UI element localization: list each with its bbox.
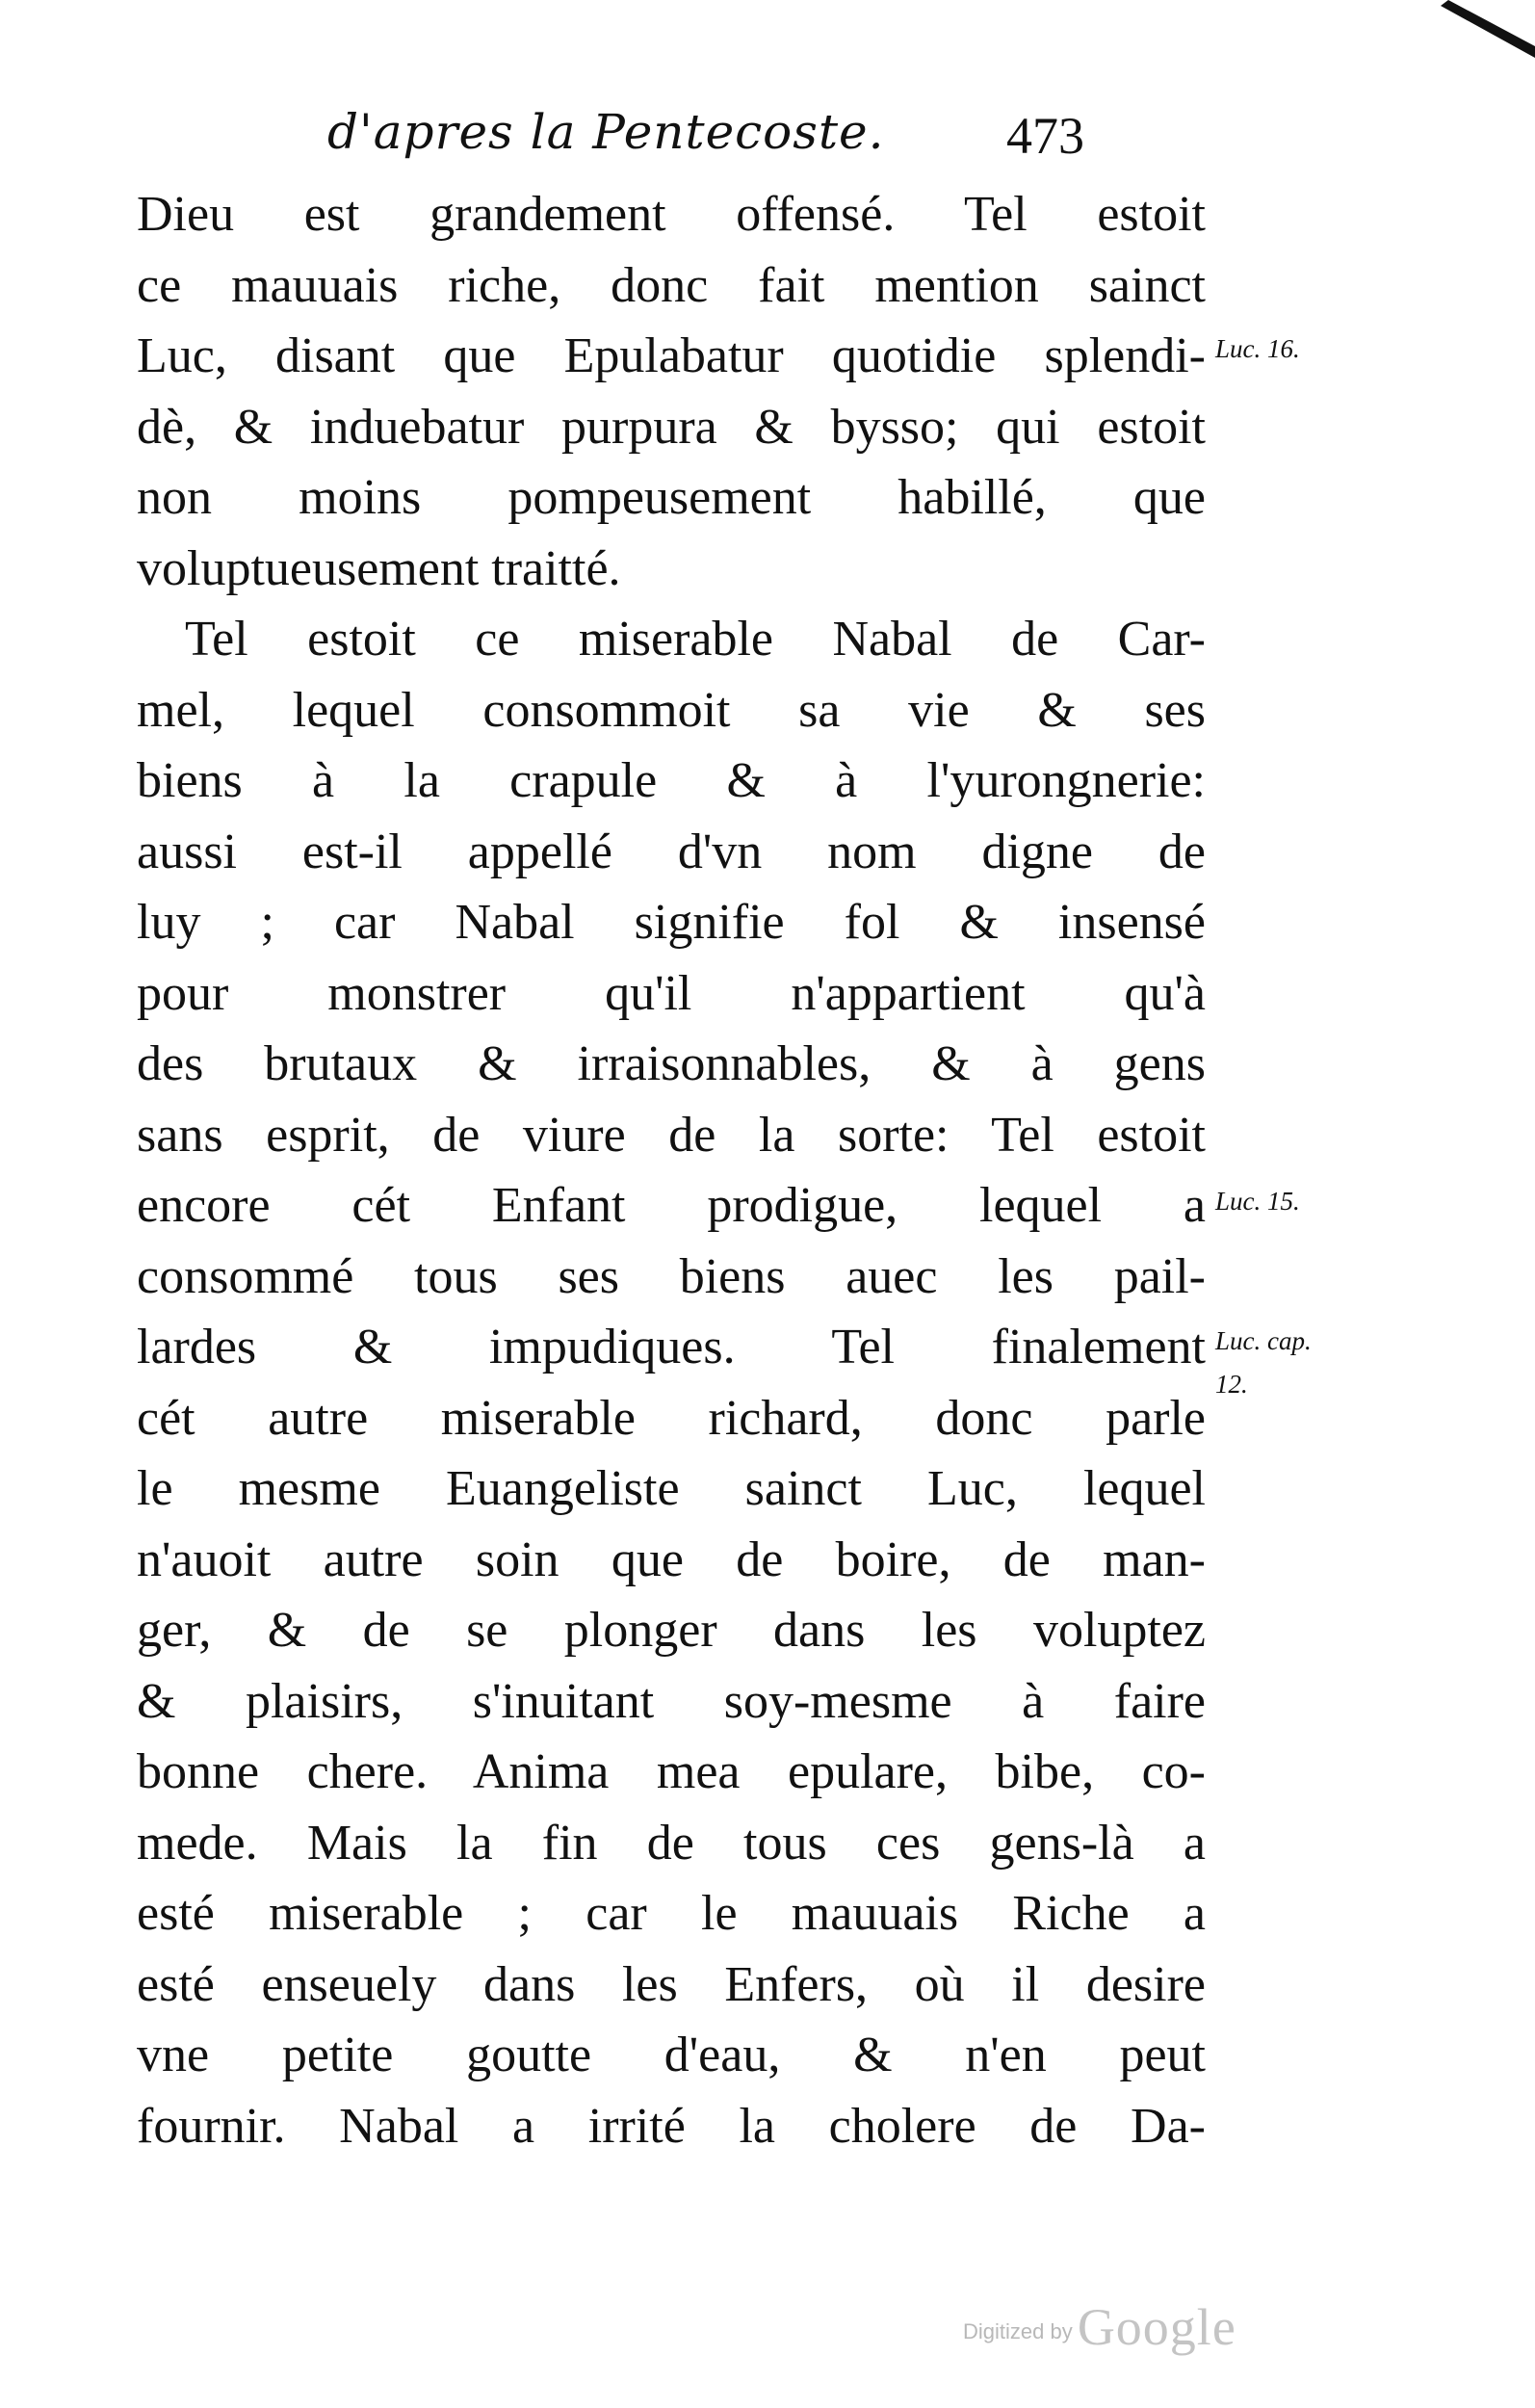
text-line: cét autre miserable richard, donc parle — [137, 1390, 1206, 1446]
text-line: luy ; car Nabal signifie fol & insensé — [137, 895, 1206, 950]
text-line: lardes & impudiques. Tel finalement — [137, 1320, 1206, 1374]
margin-note: Luc. cap. — [1215, 1326, 1312, 1355]
text-line: dè, & induebatur purpura & bysso; qui estoit — [137, 399, 1206, 455]
text-line: Luc, disant que Epulabatur quotidie splendi- — [137, 328, 1206, 383]
text-line: ger, & de se plonger dans les voluptez — [137, 1603, 1206, 1658]
text-line: vne petite goutte d'eau, & n'en peut — [137, 2028, 1206, 2082]
text-line: des brutaux & irraisonnables, & à gens — [137, 1036, 1206, 1091]
text-line: Tel estoit ce miserable Nabal de Car- — [185, 612, 1206, 667]
margin-note: 12. — [1215, 1370, 1248, 1399]
text-line: esté miserable ; car le mauuais Riche a — [137, 1886, 1206, 1941]
text-line: sans esprit, de viure de la sorte: Tel estoit — [137, 1107, 1206, 1163]
text-line: le mesme Euangeliste sainct Luc, lequel — [137, 1461, 1206, 1516]
margin-note: Luc. 15. — [1215, 1187, 1300, 1216]
text-line: voluptueusement traitté. — [137, 540, 621, 596]
text-line: consommé tous ses biens auec les pail- — [137, 1248, 1206, 1304]
text-line: non moins pompeusement habillé, que — [137, 470, 1206, 525]
digitized-by-watermark — [963, 2297, 1290, 2355]
text-line: & plaisirs, s'inuitant soy-mesme à faire — [137, 1673, 1206, 1729]
body-text — [137, 179, 1206, 2161]
text-line: Dieu est grandement offensé. Tel estoit — [137, 187, 1206, 242]
text-line: bonne chere. Anima mea epulare, bibe, co- — [137, 1744, 1206, 1799]
watermark-prefix: Digitized by — [963, 2319, 1073, 2343]
text-line: pour monstrer qu'il n'appartient qu'à — [137, 965, 1206, 1021]
running-head — [289, 96, 1194, 173]
text-line: encore cét Enfant prodigue, lequel a — [137, 1178, 1206, 1233]
running-title: d'apres la Pentecoste. — [327, 104, 885, 160]
text-line: n'auoit autre soin que de boire, de man- — [137, 1531, 1206, 1587]
page-corner-mark — [1419, 0, 1535, 58]
text-line: mede. Mais la fin de tous ces gens-là a — [137, 1815, 1206, 1871]
text-line: biens à la crapule & à l'yurongnerie: — [137, 753, 1206, 808]
text-line: esté enseuely dans les Enfers, où il desire — [137, 1956, 1206, 2012]
page-number: 473 — [1006, 107, 1084, 165]
watermark-brand: Google — [1077, 2298, 1236, 2356]
margin-notes — [1215, 179, 1369, 2202]
text-line: mel, lequel consommoit sa vie & ses — [137, 682, 1206, 738]
margin-note: Luc. 16. — [1215, 334, 1300, 363]
text-line: ce mauuais riche, donc fait mention sainct — [137, 257, 1206, 313]
text-line: fournir. Nabal a irrité la cholere de Da- — [137, 2098, 1206, 2154]
text-line: aussi est-il appellé d'vn nom digne de — [137, 824, 1206, 879]
